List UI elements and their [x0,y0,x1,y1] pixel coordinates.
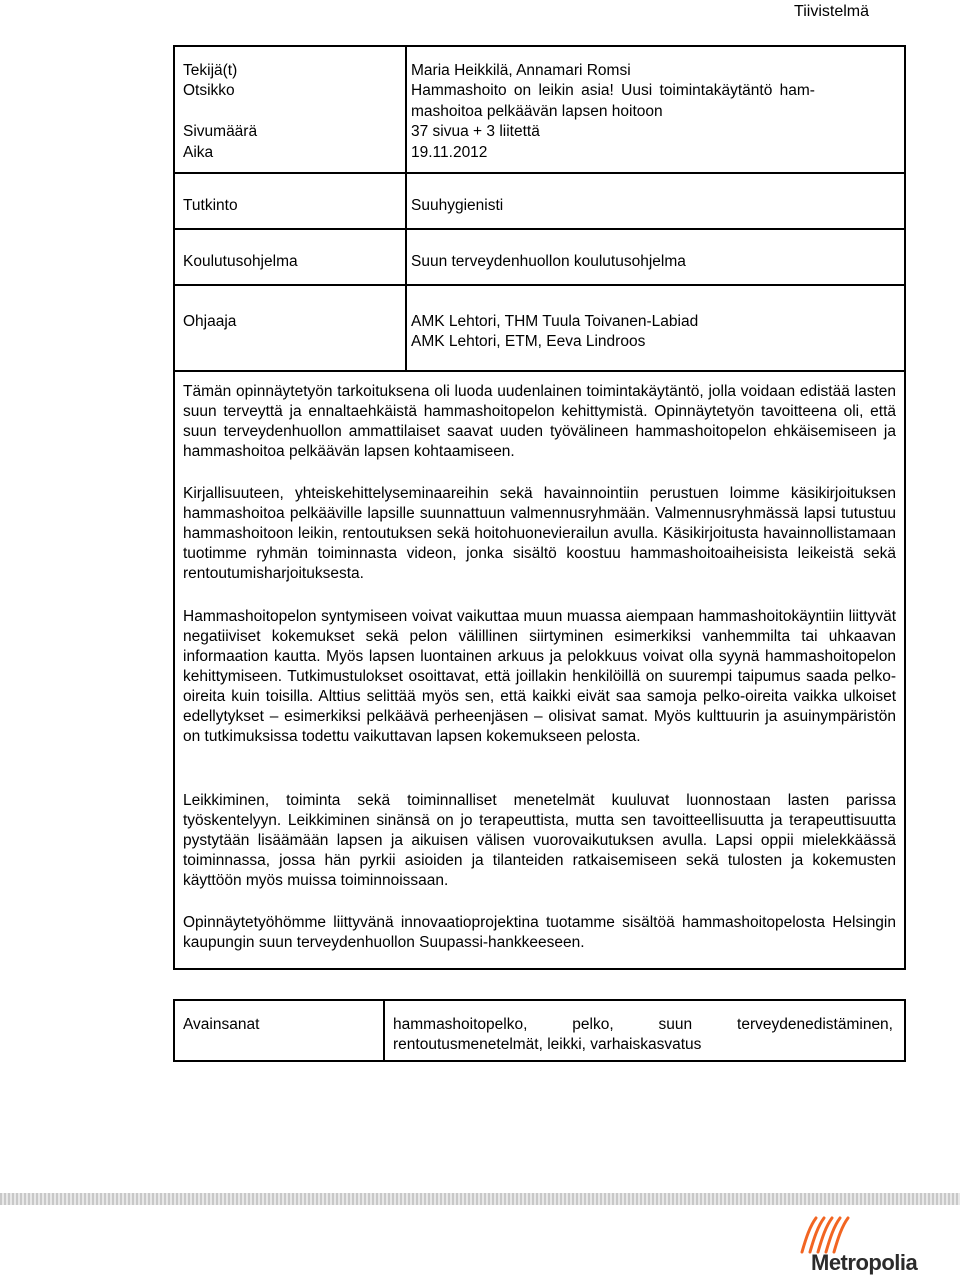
abstract-paragraph-2: Kirjallisuuteen, yhteiskehittelyseminaareihin sekä havainnointiin perustuen loimme käsikirjoituksen hammashoitoa pelkääville lapsille suunnattuun valmennusryhmään. Valmennusryhmässä lapsi tutustuu hammashoitoon leikin, rentoutuksen sekä hoitohuonevierailun avulla. Käsikirjoitusta havainnollistamaan tuotimme ryhmän toiminnasta videon, jonka sisältö koostuu hammashoitoaiheisista leikeistä sekä rentoutumisharjoituksesta. [183,485,896,582]
programme-label: Koulutusohjelma [183,253,298,270]
supervisor-value-1: AMK Lehtori, THM Tuula Toivanen-Labiad [411,313,699,330]
footer-bar [0,1193,960,1205]
column-divider [383,1001,385,1060]
abstract-paragraph-4: Leikkiminen, toiminta sekä toiminnalliset menetelmät kuuluvat luonnostaan lasten parissa työskentelyyn. Leikkiminen sinänsä on jo terapeuttista, mutta sen tavoitteellisuutta ja terapeuttisuutta pystytään lisäämään lapsen ja aikuisen välisen vuorovaikutuksen avulla. Lapsi oppii mielekkäässä toiminnassa, jossa hän pyrkii asioiden ja tilanteiden ratkaisemiseen sekä tulosten ja kokemusten käyttöön myös muissa toiminnoissaan. [183,792,896,889]
metropolia-logo [790,1214,930,1276]
title-value-line2: mashoitoa pelkäävän lapsen hoitoon [411,103,663,120]
supervisor-label: Ohjaaja [183,313,237,330]
divider [405,172,904,174]
pages-label: Sivumäärä [183,123,258,140]
divider [175,172,405,174]
authors-value: Maria Heikkilä, Annamari Romsi [411,62,631,79]
divider [175,284,904,286]
abstract-paragraph-1: Tämän opinnäytetyön tarkoituksena oli luoda uudenlainen toimintakäytäntö, jolla voidaan edistää lasten suun terveyttä ja ennaltaehkäistä hammashoitopelon kehittymistä. Opinnäytetyön tavoitteena oli, että suun terveydenhuollon ammattilaiset saavat uuden työvälineen hammashoitopelon ehkäisemiseen ja hammashoitoa pelkäävän lapsen kohtaamiseen. [183,383,896,460]
abstract-table [173,45,906,970]
logo-mark-icon [790,1214,930,1254]
keywords-table [173,999,906,1062]
pages-value: 37 sivua + 3 liitettä [411,123,540,140]
date-value: 19.11.2012 [411,144,488,161]
degree-label: Tutkinto [183,197,238,214]
divider [175,370,904,372]
abstract-paragraph-5: Opinnäytetyöhömme liittyvänä innovaatioprojektina tuotamme sisältöä hammashoitopelosta Helsingin kaupungin suun terveydenhuollon Suupassi-hankkeeseen. [183,914,896,951]
title-value-line1 [411,81,897,101]
author-label: Tekijä(t) [183,62,238,79]
divider [175,228,904,230]
title-label: Otsikko [183,82,235,99]
logo-text: Metropolia [811,1250,918,1275]
title-line1: Hammashoito on leikin asia! Uusi toimintakäytäntö ham- [411,82,815,99]
page-header-title: Tiivistelmä [794,3,869,20]
keywords-value: hammashoitopelko, pelko, suun terveydenedistäminen, rentoutusmenetelmät, leikki, varhaiskasvatus [393,1016,893,1053]
degree-value: Suuhygienisti [411,197,504,214]
date-label: Aika [183,144,214,161]
programme-value: Suun terveydenhuollon koulutusohjelma [411,253,686,270]
keywords-label: Avainsanat [183,1016,260,1033]
column-divider [405,47,407,372]
abstract-paragraph-3: Hammashoitopelon syntymiseen voivat vaikuttaa muun muassa aiempaan hammashoitokäyntiin liittyvät negatiiviset kokemukset sekä pelon välillinen siirtyminen esimerkiksi vanhemmilta tai uhkaavan informaation kautta. Myös lapsen luontainen arkuus ja pelokkuus voivat olla syynä hammashoitopelon kehittymiseen. Tutkimustulokset osoittavat, että joillakin henkilöillä on suurempi taipumus saada pelko-oireita kuin toisilla. Alttius selittää myös sen, että kaikki eivät saa samoja pelko-oireita vaikka ulkoiset edellytykset – esimerkiksi pelkäävä perheenjäsen – olisivat samat. Myös kulttuurin ja asuinympäristön on tutkimuksissa todettu vaikuttavan lapsen kokemukseen pelosta. [183,608,896,745]
supervisor-value-2: AMK Lehtori, ETM, Eeva Lindroos [411,333,646,350]
